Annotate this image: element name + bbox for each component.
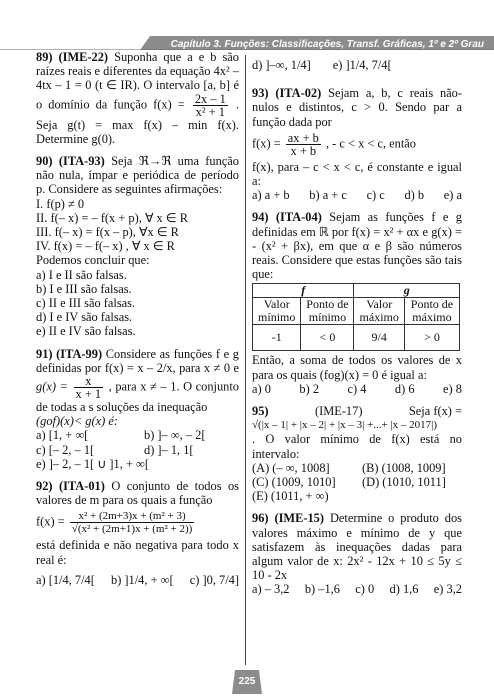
q94-text2: Então, a soma de todos os valores de x para os quais (fog)(x) = 0 é igual a: (252, 353, 462, 382)
q89-fx: f(x) = (153, 96, 185, 111)
q91-text1: Considere as funções f e g definidas por f(x) = x – 2/x, para x ≠ 0 e (36, 346, 240, 375)
q94-option-d: d) 6 (394, 381, 415, 396)
q92-fx: f(x) = (36, 514, 65, 529)
q93-fraction (286, 132, 321, 157)
q89-head: 89) (IME-22) (36, 50, 109, 64)
q95-option-d: (D) (1010, 1011] (362, 475, 446, 490)
q93-den: x + b (290, 143, 317, 158)
q95-headline (252, 404, 462, 418)
q90-option-b: b) I e III são falsas. (36, 281, 132, 296)
q91-gx: g(x) = (36, 379, 68, 394)
question-95 (252, 404, 462, 503)
page-number: 225 (238, 676, 256, 687)
q94-options (252, 382, 462, 396)
q90-head: 90) (ITA-93) (36, 154, 105, 169)
right-column (252, 50, 462, 605)
q93-head: 93) (ITA-02) (252, 86, 322, 101)
column-divider (245, 55, 246, 665)
q92-den: √(x² + (2m+1)x + (m² + 2)) (71, 523, 193, 536)
q93-text1: Sejam a, b, c reais não-nulos e distintos, c > 0. Sendo par a função dada por (252, 86, 462, 129)
q91-option-d: d) ]– 1, 1[ (144, 442, 194, 457)
q94-option-b: b) 2 (299, 381, 320, 396)
q94-table-head-f: f (253, 284, 354, 298)
q89-text1: Suponha que a e b são raízes reais e diferentes da equação 4x² – 4tx – 1 = 0 (t ∈ IR). O intervalo [a, b] é o domínio da função (36, 50, 239, 111)
question-93 (252, 86, 462, 202)
q92-formula (36, 510, 239, 535)
q95-option-c: (C) (1009, 1010] (252, 475, 336, 490)
q95-option-b: (B) (1008, 1009] (362, 460, 446, 475)
q93-option-b: b) a + c (309, 188, 347, 203)
q89-num: 2x – 1 (194, 91, 226, 106)
q91-den: x + 1 (75, 387, 102, 402)
q94-cell: < 0 (301, 325, 354, 351)
q93-option-c: c) c (366, 188, 385, 203)
q91-option-b: b) ]– ∞, – 2[ (144, 428, 206, 443)
q95-options-row1 (252, 461, 462, 475)
q94-col: Valor máximo (354, 298, 404, 325)
q95-src: (IME-17) (314, 404, 363, 419)
q92-text2: está definida e não negativa para todo x real é: (36, 538, 239, 567)
q90-item: I. f(p) ≠ 0 (36, 196, 85, 211)
chapter-title: Capítulo 3. Funções: Classificações, Transf. Gráficas, 1º e 2º Grau (170, 39, 484, 50)
question-92-continued (252, 58, 462, 72)
q94-cell: -1 (253, 325, 301, 351)
q94-option-c: c) 4 (347, 381, 367, 396)
q93-formula (252, 132, 462, 157)
q92-option-e: e) ]1/4, 7/4[ (332, 58, 392, 72)
q94-col: Ponto de máximo (404, 298, 459, 325)
q90-item: II. f(– x) = – f(x + p), ∀ x ∈ R (36, 210, 188, 225)
q92-text1: O conjunto de todos os valores de m para os quais a função (36, 479, 239, 508)
q91-num: x (74, 375, 104, 388)
q93-options (252, 188, 462, 202)
q94-head: 94) (ITA-04) (252, 210, 322, 225)
q92-options (36, 573, 239, 587)
q92-num: x² + (2m+3)x + (m² + 3) (70, 510, 195, 523)
q90-option-e: e) II e IV são falsas. (36, 324, 136, 339)
left-column (36, 50, 239, 595)
q96-option-e: e) 3,2 (433, 582, 462, 597)
q96-option-a: a) – 3,2 (252, 582, 290, 597)
q94-col: Valor mínimo (253, 298, 301, 325)
q91-option-c: c) [– 2, – 1[ (36, 442, 95, 457)
q94-cell: 9/4 (354, 325, 404, 351)
q90-option-c: c) II e III são falsas. (36, 296, 136, 311)
q91-ineq: (gof)(x)< g(x) é: (36, 414, 118, 429)
question-91 (36, 347, 239, 471)
q89-text2: . Seja g(t) = max f(x) – min f(x). Determine g(0). (36, 96, 239, 146)
q95-option-a: (A) (– ∞, 1008] (252, 460, 330, 475)
q92-fraction (70, 510, 195, 535)
q90-item: III. f(– x) = f(x – p), ∀x ∈ R (36, 225, 179, 240)
q96-text: Determine o produto dos valores máximo e mínimo de y que satisfazem às inequações dadas para algum valor de x: 2x² - 12x + 10 ≤ 5y ≤ 10 - 2x (252, 511, 462, 583)
q92-option-d: d) ]–∞, 1/4] (252, 58, 311, 72)
q93-num: ax + b (287, 130, 319, 145)
q92-head: 92) (ITA-01) (36, 479, 105, 494)
q90-item: IV. f(x) = – f(– x) , ∀ x ∈ R (36, 239, 175, 254)
question-96 (252, 511, 462, 596)
q94-option-a: a) 0 (252, 381, 271, 396)
q91-options-row1 (36, 428, 239, 442)
q95-options-row2 (252, 475, 462, 489)
q96-head: 96) (IME-15) (252, 511, 324, 526)
q95-seja: Seja f(x) = (408, 404, 462, 419)
question-92 (36, 479, 239, 587)
q93-option-e: e) a (443, 188, 462, 203)
q94-option-e: e) 8 (443, 381, 462, 396)
question-90 (36, 154, 239, 339)
q94-table-head-g: g (354, 284, 460, 298)
q94-text1: Sejam as funções f e g definidas em ℝ por f(x) = x² + αx e g(x) = - (x² + βx), em que α e β são números reais. Considere que estas funções são tais que: (252, 210, 462, 282)
q94-cell: > 0 (404, 325, 459, 351)
q90-prompt: Podemos concluir que: (36, 253, 150, 268)
q96-options (252, 582, 462, 596)
q90-option-d: d) I e IV são falsas. (36, 310, 133, 325)
q96-option-c: c) 0 (355, 582, 375, 597)
q93-fx: f(x) = (252, 136, 281, 151)
question-89 (36, 50, 239, 146)
q91-text2: , para x ≠ – 1. O conjunto de todas a s soluções da inequação (36, 379, 239, 415)
question-94 (252, 210, 462, 396)
q89-fraction (193, 93, 228, 118)
q92-option-a: a) [1/4, 7/4[ (36, 572, 95, 587)
q91-options-row2 (36, 443, 239, 457)
q93-option-a: a) a + b (252, 188, 290, 203)
q94-col: Ponto de mínimo (301, 298, 354, 325)
q90-option-a: a) I e II são falsas. (36, 267, 127, 282)
q91-fraction (74, 375, 104, 400)
q93-option-d: d) b (404, 188, 425, 203)
q95-option-e: (E) (1011, + ∞) (252, 489, 329, 504)
q93-text2: f(x), para – c < x < c, é constante e igual a: (252, 159, 462, 189)
q96-option-b: b) –1,6 (304, 582, 340, 597)
q92-option-c: c) ]0, 7/4] (189, 572, 239, 587)
q91-option-e: e) ]– 2, – 1[ ∪ ]1, + ∞[ (36, 456, 149, 471)
q96-option-d: d) 1,6 (389, 582, 419, 597)
q95-expr: √(|x – 1| + |x – 2| + |x – 3| +...+ |x – 2017|) (252, 419, 438, 432)
q95-head: 95) (252, 404, 269, 419)
q91-head: 91) (ITA-99) (36, 346, 103, 361)
q90-text1: Seja ℜ→ℜ uma função não nula, ímpar e periódica de período p. Considere as seguintes afirmações: (36, 154, 240, 197)
q89-den: x² + 1 (195, 104, 225, 119)
q93-cond: , - c < x < c, então (325, 136, 416, 151)
q92-options-cont (252, 58, 462, 72)
q95-text: . O valor mínimo de f(x) está no intervalo: (252, 432, 462, 461)
q92-option-b: b) ]1/4, + ∞[ (111, 572, 174, 587)
q91-option-a: a) [1, + ∞[ (36, 428, 89, 443)
q94-table (252, 283, 460, 351)
